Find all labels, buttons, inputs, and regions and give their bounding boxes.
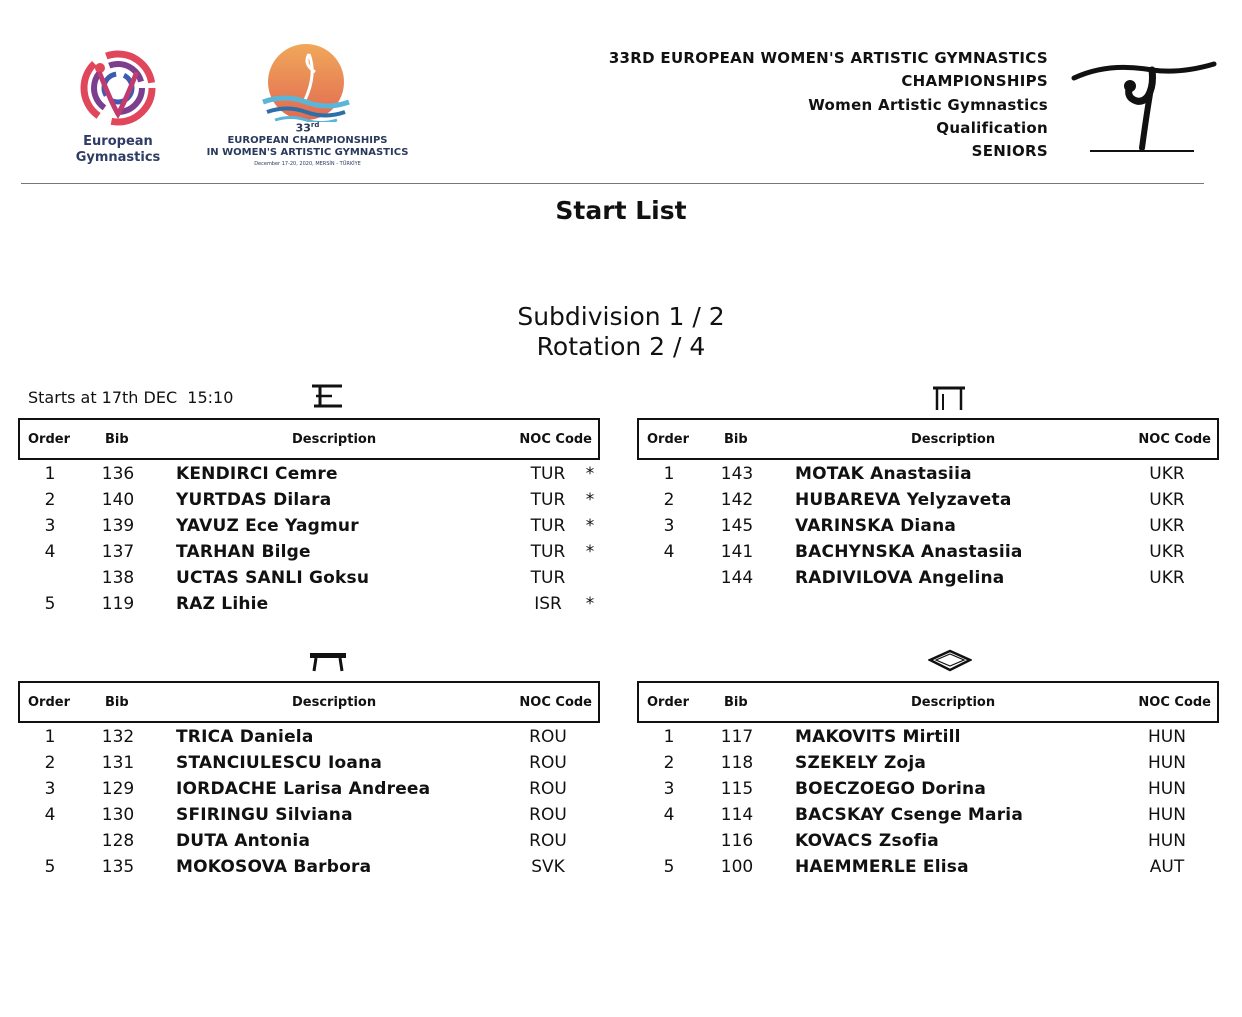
cell-noc: ROU bbox=[529, 805, 567, 825]
cell-bib: 130 bbox=[101, 805, 135, 825]
cell-bib: 145 bbox=[720, 516, 754, 536]
table-row bbox=[637, 488, 1219, 514]
cell-bib: 129 bbox=[101, 779, 135, 799]
cell-order: 2 bbox=[44, 490, 56, 510]
cell-order: 3 bbox=[663, 516, 675, 536]
cell-name: RADIVILOVA Angelina bbox=[795, 568, 1005, 588]
cell-bib: 118 bbox=[720, 753, 754, 773]
cell-noc: TUR bbox=[530, 542, 566, 562]
cell-noc: UKR bbox=[1149, 490, 1185, 510]
cell-noc: SVK bbox=[531, 857, 565, 877]
cell-bib: 142 bbox=[720, 490, 754, 510]
table-header bbox=[637, 681, 1219, 723]
cell-name: VARINSKA Diana bbox=[795, 516, 957, 536]
cell-name: MAKOVITS Mirtill bbox=[795, 727, 961, 747]
championship-logo-line3: December 17-20, 2020, MERSİN - TÜRKİYE bbox=[254, 161, 361, 167]
table-row bbox=[637, 777, 1219, 803]
cell-name: HUBAREVA Yelyzaveta bbox=[795, 490, 1012, 510]
column-description: Description bbox=[911, 695, 996, 710]
column-order: Order bbox=[28, 432, 70, 447]
cell-bib: 115 bbox=[720, 779, 754, 799]
column-order: Order bbox=[647, 432, 689, 447]
table-row bbox=[637, 514, 1219, 540]
start-table-balance-beam bbox=[18, 681, 600, 881]
table-row bbox=[18, 488, 600, 514]
eg-logo-line1: European bbox=[83, 134, 153, 149]
cell-name: IORDACHE Larisa Andreea bbox=[176, 779, 431, 799]
gymnast-silhouette-icon bbox=[1068, 56, 1218, 158]
cell-mark: * bbox=[585, 594, 595, 614]
column-noc: NOC Code bbox=[519, 432, 592, 447]
cell-name: RAZ Lihie bbox=[176, 594, 269, 614]
cell-noc: UKR bbox=[1149, 568, 1185, 588]
cell-noc: UKR bbox=[1149, 516, 1185, 536]
header-line5: SENIORS bbox=[971, 142, 1048, 161]
table-row bbox=[18, 803, 600, 829]
cell-name: MOKOSOVA Barbora bbox=[176, 857, 372, 877]
balance-beam-icon bbox=[309, 651, 347, 673]
cell-mark: * bbox=[585, 464, 595, 484]
column-description: Description bbox=[911, 432, 996, 447]
rotation-label: Rotation 2 / 4 bbox=[536, 332, 706, 361]
championship-logo-line2: IN WOMEN'S ARTISTIC GYMNASTICS bbox=[206, 147, 409, 158]
championship-number: 33 bbox=[295, 121, 311, 135]
table-header bbox=[18, 418, 600, 460]
cell-noc: UKR bbox=[1149, 464, 1185, 484]
cell-bib: 117 bbox=[720, 727, 754, 747]
cell-order: 1 bbox=[44, 727, 56, 747]
cell-name: BOECZOEGO Dorina bbox=[795, 779, 986, 799]
table-row bbox=[18, 855, 600, 881]
column-description: Description bbox=[292, 695, 377, 710]
cell-mark: * bbox=[585, 490, 595, 510]
cell-bib: 143 bbox=[720, 464, 754, 484]
header-line3: Women Artistic Gymnastics bbox=[808, 95, 1048, 114]
cell-noc: HUN bbox=[1148, 753, 1186, 773]
column-bib: Bib bbox=[105, 432, 129, 447]
championship-logo-line1: EUROPEAN CHAMPIONSHIPS bbox=[227, 135, 388, 146]
sun-waves-emblem-icon bbox=[205, 44, 410, 122]
cell-bib: 144 bbox=[720, 568, 754, 588]
header-line2: CHAMPIONSHIPS bbox=[901, 72, 1048, 91]
column-bib: Bib bbox=[724, 432, 748, 447]
column-noc: NOC Code bbox=[1138, 695, 1211, 710]
cell-order: 5 bbox=[663, 857, 675, 877]
cell-order: 1 bbox=[663, 727, 675, 747]
start-table-vault bbox=[637, 418, 1219, 592]
cell-mark: * bbox=[585, 542, 595, 562]
cell-bib: 116 bbox=[720, 831, 754, 851]
table-row bbox=[18, 829, 600, 855]
cell-bib: 119 bbox=[101, 594, 135, 614]
cell-name: BACSKAY Csenge Maria bbox=[795, 805, 1023, 825]
cell-name: STANCIULESCU Ioana bbox=[176, 753, 383, 773]
column-bib: Bib bbox=[105, 695, 129, 710]
cell-noc: HUN bbox=[1148, 831, 1186, 851]
cell-noc: TUR bbox=[530, 490, 566, 510]
subdivision-info bbox=[0, 302, 1242, 362]
cell-order: 2 bbox=[663, 753, 675, 773]
cell-noc: UKR bbox=[1149, 542, 1185, 562]
start-table-uneven-bars bbox=[18, 418, 600, 618]
cell-order: 2 bbox=[44, 753, 56, 773]
table-row bbox=[637, 803, 1219, 829]
cell-order: 4 bbox=[663, 542, 675, 562]
cell-noc: ROU bbox=[529, 727, 567, 747]
cell-bib: 135 bbox=[101, 857, 135, 877]
table-row bbox=[18, 514, 600, 540]
cell-noc: HUN bbox=[1148, 779, 1186, 799]
column-order: Order bbox=[28, 695, 70, 710]
cell-name: YAVUZ Ece Yagmur bbox=[176, 516, 359, 536]
cell-noc: HUN bbox=[1148, 727, 1186, 747]
column-noc: NOC Code bbox=[519, 695, 592, 710]
cell-bib: 136 bbox=[101, 464, 135, 484]
cell-bib: 128 bbox=[101, 831, 135, 851]
cell-order: 5 bbox=[44, 594, 56, 614]
table-row bbox=[637, 725, 1219, 751]
floor-exercise-icon bbox=[928, 649, 972, 673]
cell-name: UCTAS SANLI Goksu bbox=[176, 568, 370, 588]
cell-noc: AUT bbox=[1149, 857, 1185, 877]
cell-order: 1 bbox=[663, 464, 675, 484]
header-line4: Qualification bbox=[936, 118, 1048, 137]
cell-name: MOTAK Anastasiia bbox=[795, 464, 972, 484]
cell-name: SZEKELY Zoja bbox=[795, 753, 927, 773]
cell-order: 1 bbox=[44, 464, 56, 484]
cell-order: 4 bbox=[44, 542, 56, 562]
cell-name: DUTA Antonia bbox=[176, 831, 311, 851]
cell-name: KENDIRCI Cemre bbox=[176, 464, 338, 484]
table-row bbox=[637, 540, 1219, 566]
cell-noc: TUR bbox=[530, 568, 566, 588]
column-bib: Bib bbox=[724, 695, 748, 710]
table-row bbox=[18, 751, 600, 777]
championship-ordinal: rd bbox=[310, 121, 320, 129]
column-description: Description bbox=[292, 432, 377, 447]
cell-bib: 139 bbox=[101, 516, 135, 536]
column-noc: NOC Code bbox=[1138, 432, 1211, 447]
cell-name: HAEMMERLE Elisa bbox=[795, 857, 969, 877]
cell-order: 2 bbox=[663, 490, 675, 510]
cell-noc: TUR bbox=[530, 516, 566, 536]
cell-name: KOVACS Zsofia bbox=[795, 831, 939, 851]
vault-icon bbox=[931, 384, 967, 412]
table-row bbox=[18, 540, 600, 566]
cell-order: 5 bbox=[44, 857, 56, 877]
cell-noc: ROU bbox=[529, 779, 567, 799]
table-row bbox=[637, 855, 1219, 881]
table-row bbox=[18, 592, 600, 618]
cell-noc: HUN bbox=[1148, 805, 1186, 825]
uneven-bars-icon bbox=[310, 382, 344, 410]
header-line1: 33RD EUROPEAN WOMEN'S ARTISTIC GYMNASTICS bbox=[608, 49, 1048, 67]
table-row bbox=[637, 462, 1219, 488]
cell-bib: 141 bbox=[720, 542, 754, 562]
cell-order: 4 bbox=[663, 805, 675, 825]
cell-name: YURTDAS Dilara bbox=[176, 490, 332, 510]
cell-order: 3 bbox=[44, 516, 56, 536]
page-title: Start List bbox=[555, 196, 687, 225]
table-row bbox=[18, 777, 600, 803]
cell-bib: 140 bbox=[101, 490, 135, 510]
cell-mark: * bbox=[585, 516, 595, 536]
cell-name: SFIRINGU Silviana bbox=[176, 805, 353, 825]
table-row bbox=[637, 566, 1219, 592]
subdivision-label: Subdivision 1 / 2 bbox=[517, 302, 725, 331]
cell-order: 4 bbox=[44, 805, 56, 825]
cell-name: TRICA Daniela bbox=[176, 727, 314, 747]
cell-bib: 100 bbox=[720, 857, 754, 877]
eg-logo-line2: Gymnastics bbox=[75, 150, 161, 165]
table-row bbox=[18, 725, 600, 751]
european-gymnastics-emblem-icon bbox=[70, 44, 166, 134]
cell-bib: 131 bbox=[101, 753, 135, 773]
cell-name: BACHYNSKA Anastasiia bbox=[795, 542, 1023, 562]
table-row bbox=[637, 829, 1219, 855]
cell-bib: 132 bbox=[101, 727, 135, 747]
cell-noc: TUR bbox=[530, 464, 566, 484]
european-gymnastics-logo bbox=[70, 44, 166, 174]
table-row bbox=[18, 566, 600, 592]
cell-bib: 114 bbox=[720, 805, 754, 825]
table-row bbox=[637, 751, 1219, 777]
cell-order: 3 bbox=[663, 779, 675, 799]
cell-noc: ROU bbox=[529, 831, 567, 851]
cell-name: TARHAN Bilge bbox=[176, 542, 311, 562]
cell-bib: 138 bbox=[101, 568, 135, 588]
header-divider bbox=[21, 183, 1204, 184]
event-header bbox=[609, 47, 1048, 163]
start-table-floor-exercise bbox=[637, 681, 1219, 881]
championships-logo bbox=[205, 44, 410, 174]
table-header bbox=[637, 418, 1219, 460]
cell-noc: ISR bbox=[534, 594, 562, 614]
table-row bbox=[18, 462, 600, 488]
cell-order: 3 bbox=[44, 779, 56, 799]
cell-bib: 137 bbox=[101, 542, 135, 562]
table-header bbox=[18, 681, 600, 723]
cell-noc: ROU bbox=[529, 753, 567, 773]
start-time: Starts at 17th DEC 15:10 bbox=[28, 388, 234, 407]
column-order: Order bbox=[647, 695, 689, 710]
